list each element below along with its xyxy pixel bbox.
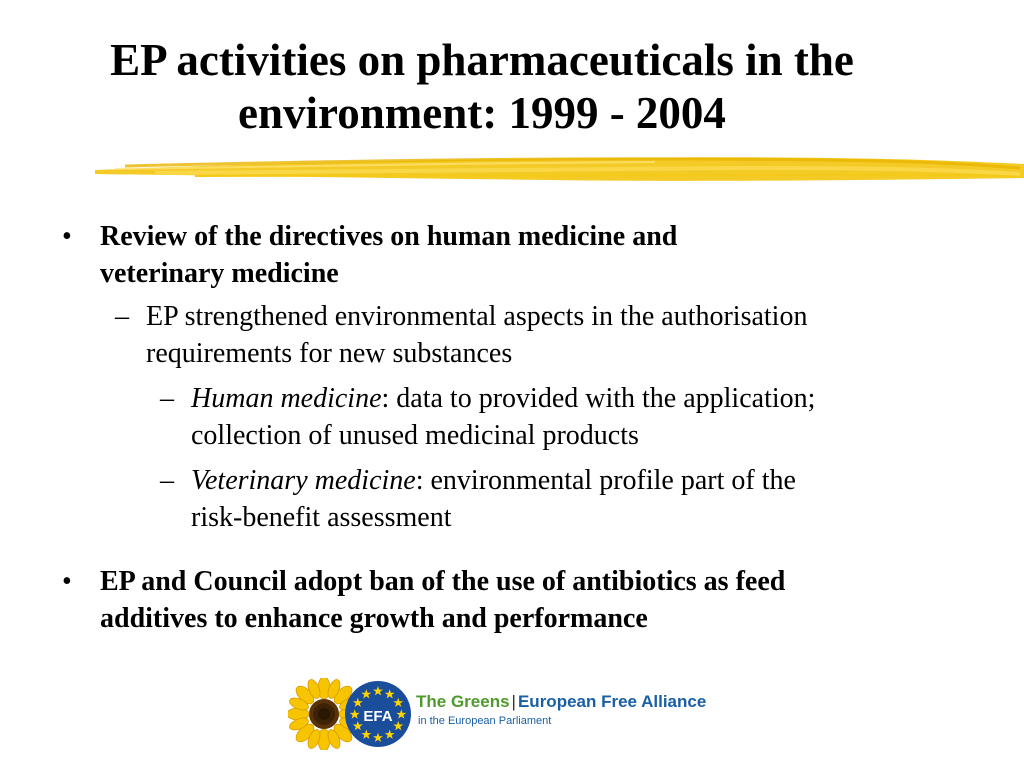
slide-title-line1: EP activities on pharmaceuticals in the xyxy=(110,35,854,85)
title-underline-brushstroke xyxy=(95,146,1024,190)
bullet-text: EP and Council adopt ban of the use of antibiotics as feed additives to enhance growth and performance xyxy=(100,566,786,634)
brand-efa-text: European Free Alliance xyxy=(517,692,707,711)
label-human-medicine: Human medicine xyxy=(191,383,382,414)
logo-monogram: EFA xyxy=(363,708,393,725)
slide-title xyxy=(20,34,944,140)
brand-separator: | xyxy=(511,692,516,711)
bullet-text: Review of the directives on human medicine and veterinary medicine xyxy=(100,221,678,289)
subsubbullet-text: Veterinary medicine: environmental profile part of the risk-benefit assessment xyxy=(191,465,796,533)
greens-efa-logo xyxy=(288,678,718,758)
eu-star-icon xyxy=(344,680,412,748)
subsubbullet-human-medicine xyxy=(160,380,980,454)
subsubbullet-text: Human medicine: data to provided with the application; collection of unused medicinal products xyxy=(191,383,816,451)
dash-marker: – xyxy=(115,301,129,332)
brand-subtitle: in the European Parliament xyxy=(418,715,552,727)
dash-marker: – xyxy=(160,383,174,414)
bullet-antibiotics-ban xyxy=(62,563,962,637)
subbullet-ep-strengthened xyxy=(115,298,995,372)
label-veterinary-medicine: Veterinary medicine xyxy=(191,465,416,496)
dash-marker: – xyxy=(160,465,174,496)
slide-title-line2: environment: 1999 - 2004 xyxy=(238,88,726,138)
subsubbullet-veterinary-medicine xyxy=(160,462,980,536)
bullet-marker: • xyxy=(62,566,72,597)
bullet-review-directives xyxy=(62,218,962,292)
brand-greens-text: The Greens xyxy=(416,692,510,711)
brand-name xyxy=(416,692,706,712)
subbullet-text: EP strengthened environmental aspects in the authorisation requirements for new substances xyxy=(146,301,808,369)
bullet-marker: • xyxy=(62,221,72,252)
